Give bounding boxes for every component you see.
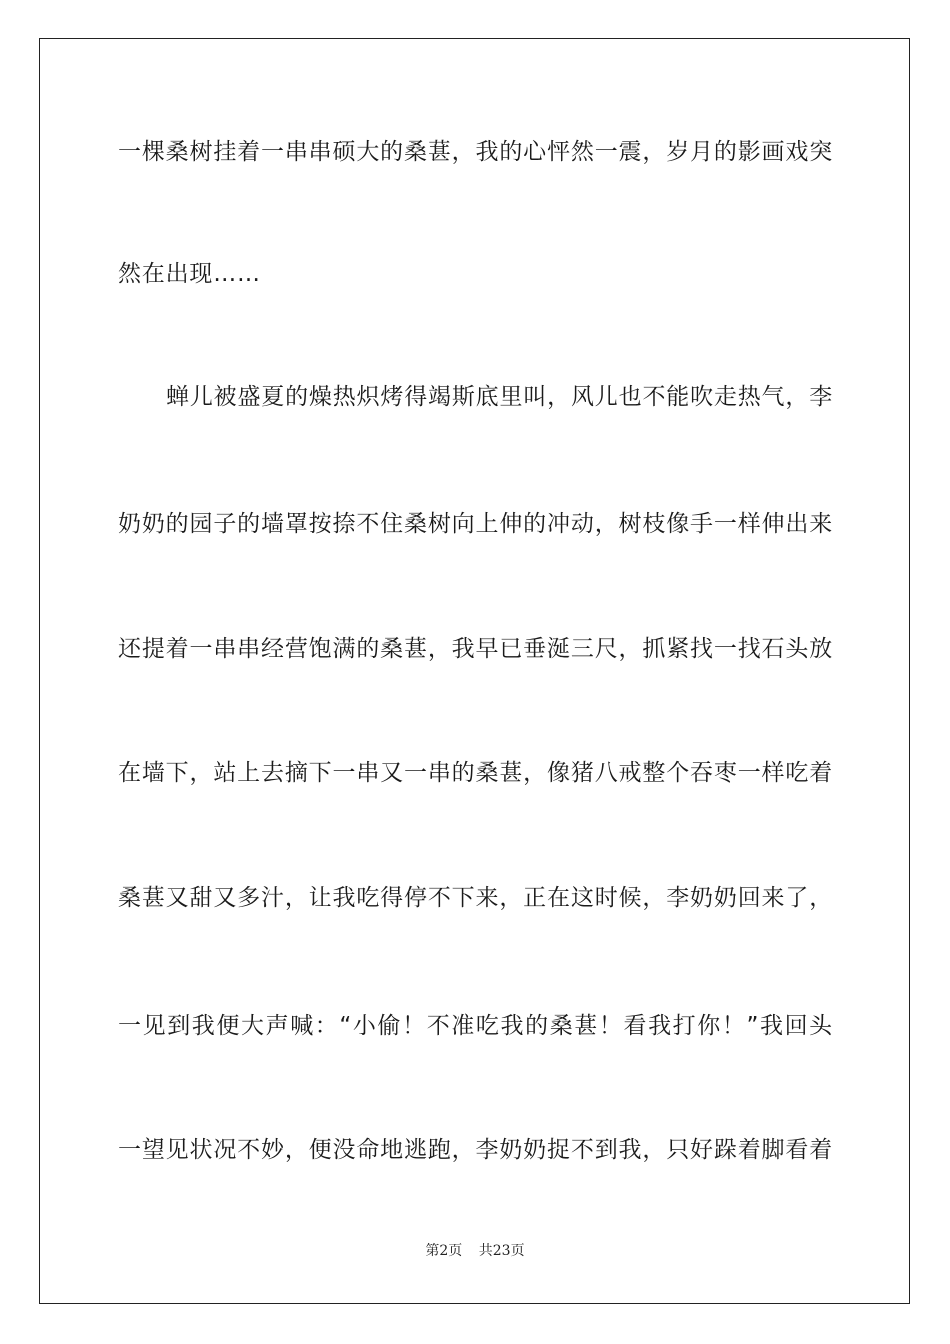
page-footer (0, 1242, 950, 1260)
page-border (39, 38, 910, 1304)
text-line-9: 一望见状况不妙，便没命地逃跑，李奶奶捉不到我，只好跺着脚看着 (118, 1137, 833, 1163)
text-line-8: 一见到我便大声喊：“小偷！不准吃我的桑葚！看我打你！”我回头 (118, 1013, 833, 1039)
text-line-3: 蝉儿被盛夏的燥热炽烤得竭斯底里叫，风儿也不能吹走热气，李 (166, 384, 833, 410)
text-line-2: 然在出现…… (118, 261, 261, 287)
text-line-4: 奶奶的园子的墙罩按捺不住桑树向上伸的冲动，树枝像手一样伸出来 (118, 511, 833, 537)
current-page-label: 第2页 (425, 1243, 463, 1259)
text-line-7: 桑葚又甜又多汁，让我吃得停不下来，正在这时候，李奶奶回来了， (118, 885, 833, 911)
text-line-1: 一棵桑树挂着一串串硕大的桑葚，我的心怦然一震，岁月的影画戏突 (118, 139, 833, 165)
total-pages-label: 共23页 (478, 1243, 525, 1259)
text-line-6: 在墙下，站上去摘下一串又一串的桑葚，像猪八戒整个吞枣一样吃着 (118, 760, 833, 786)
text-line-5: 还提着一串串经营饱满的桑葚，我早已垂涎三尺，抓紧找一找石头放 (118, 636, 833, 662)
